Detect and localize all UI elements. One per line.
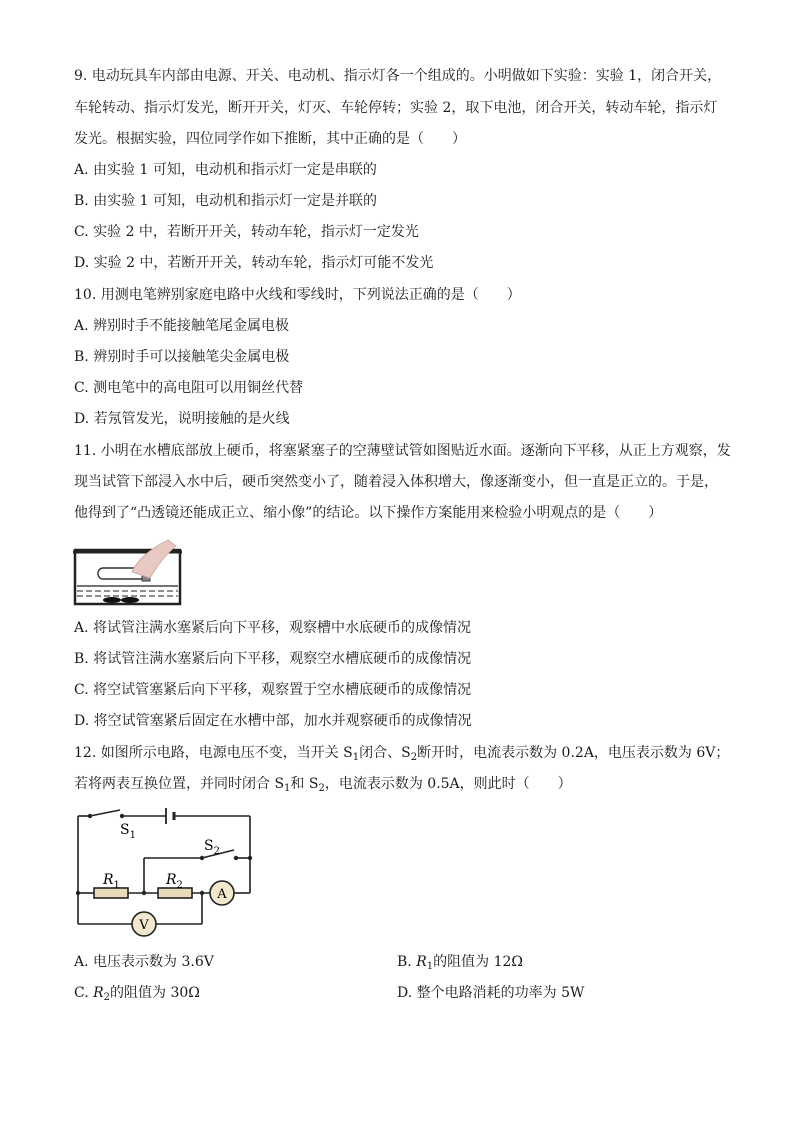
q12-l1-sub2: 2: [410, 752, 418, 763]
q11-option-a: A. 将试管注满水塞紧后向下平移，观察槽中水底硬币的成像情况: [74, 620, 472, 636]
q11-option-c: C. 将空试管塞紧后向下平移，观察置于空水槽底硬币的成像情况: [74, 682, 472, 698]
q10-option-c: C. 测电笔中的高电阻可以用铜丝代替: [74, 380, 304, 396]
q12-option-c-sub: 2: [103, 992, 111, 1003]
q9-option-c: C. 实验 2 中，若断开开关，转动车轮，指示灯一定发光: [74, 224, 419, 240]
q11-stem-line-3: 他得到了“凸透镜还能成正立、缩小像”的结论。以下操作方案能用来检验小明观点的是（ ）: [74, 505, 663, 521]
q11-stem-line-1: 11. 小明在水槽底部放上硬币，将塞紧塞子的空薄壁试管如图贴近水面。逐渐向下平移，从正上方观察，发: [74, 443, 731, 459]
q10-option-b: B. 辨别时手可以接触笔尖金属电极: [74, 349, 290, 365]
q10-option-a: A. 辨别时手不能接触笔尾金属电极: [74, 318, 290, 334]
q12-l2-part3: ，电流表示数为 0.5A，则此时（ ）: [324, 776, 572, 792]
voltmeter-label: V: [139, 918, 149, 933]
q10-stem: 10. 用测电笔辨别家庭电路中火线和零线时，下列说法正确的是（ ）: [74, 287, 521, 303]
q11-option-d: D. 将空试管塞紧后固定在水槽中部，加水并观察硬币的成像情况: [74, 713, 472, 729]
switch-s2-contact: [234, 856, 238, 860]
q12-option-a: A. 电压表示数为 3.6V: [74, 954, 214, 970]
q12-option-b-text: 的阻值为 12Ω: [433, 954, 523, 970]
junction-left: [76, 891, 80, 895]
q9-stem-line-2: 车轮转动、指示灯发光，断开开关，灯灭、车轮停转；实验 2，取下电池，闭合开关，转动车轮，指示灯: [74, 100, 718, 116]
label-s2: $S_2$: [204, 838, 220, 857]
q9-option-a: A. 由实验 1 可知，电动机和指示灯一定是串联的: [74, 162, 377, 178]
q9-option-b: B. 由实验 1 可知，电动机和指示灯一定是并联的: [74, 193, 377, 209]
q12-option-c-prefix: C.: [74, 985, 94, 1001]
q11-stem-line-2: 现当试管下部浸入水中后，硬币突然变小了，随着浸入体积增大，像逐渐变小，但一直是正立的。于是，: [74, 474, 718, 490]
switch-s1-blade: [90, 810, 120, 816]
junction-right: [200, 891, 204, 895]
q12-l2-sub2: 2: [318, 783, 325, 794]
q12-option-b-prefix: B.: [397, 954, 417, 970]
q12-l2-part1: 若将两表互换位置，并同时闭合 S: [74, 776, 285, 792]
label-r2: $R_2$: [166, 872, 183, 891]
q12-l1-part1: 12. 如图所示电路，电源电压不变，当开关 S: [74, 745, 353, 761]
q9-stem-line-3: 发光。根据实验，四位同学作如下推断，其中正确的是（ ）: [74, 131, 466, 147]
coin-2: [121, 597, 139, 603]
label-r1: $R_1$: [103, 872, 120, 891]
q9-option-d: D. 实验 2 中，若断开开关，转动车轮，指示灯可能不发光: [74, 255, 434, 271]
q12-option-b-symbol: R: [416, 954, 427, 970]
q11-option-b: B. 将试管注满水塞紧后向下平移，观察空水槽底硬币的成像情况: [74, 651, 472, 667]
q12-l2-part2: 和 S: [290, 776, 319, 792]
switch-s2-pivot: [200, 856, 204, 860]
coin-1: [103, 597, 121, 603]
q12-stem-line-1: [74, 743, 729, 763]
q10-option-d: D. 若氖管发光，说明接触的是火线: [74, 411, 290, 427]
q12-option-c: [74, 983, 200, 1003]
q12-option-b-sub: 1: [426, 961, 434, 972]
q12-l1-part3: 断开时，电流表示数为 0.2A，电压表示数为 6V；: [417, 745, 730, 761]
q9-stem-line-1: 9. 电动玩具车内部由电源、开关、电动机、指示灯各一个组成的。小明做如下实验：实验 1，闭合开关，: [74, 68, 722, 84]
ammeter-label: A: [217, 887, 227, 902]
junction-middle: [142, 891, 146, 895]
q12-option-b: [397, 952, 523, 972]
resistor-r1: [94, 888, 128, 898]
water-tank-figure: [72, 536, 184, 608]
q12-stem-line-2: [74, 774, 572, 794]
circuit-diagram: [70, 806, 256, 942]
q12-l1-sub1: 1: [352, 752, 360, 763]
junction-right-top: [248, 856, 252, 860]
switch-s1-contact: [120, 814, 124, 818]
switch-s1-pivot: [88, 814, 92, 818]
q12-option-d: D. 整个电路消耗的功率为 5W: [397, 985, 585, 1001]
q12-option-c-symbol: R: [93, 985, 104, 1001]
label-s1: $S_1$: [120, 822, 136, 841]
resistor-r2: [158, 888, 192, 898]
q12-l2-sub1: 1: [284, 783, 291, 794]
q12-l1-part2: 闭合、S: [359, 745, 411, 761]
q12-option-c-text: 的阻值为 30Ω: [110, 985, 200, 1001]
